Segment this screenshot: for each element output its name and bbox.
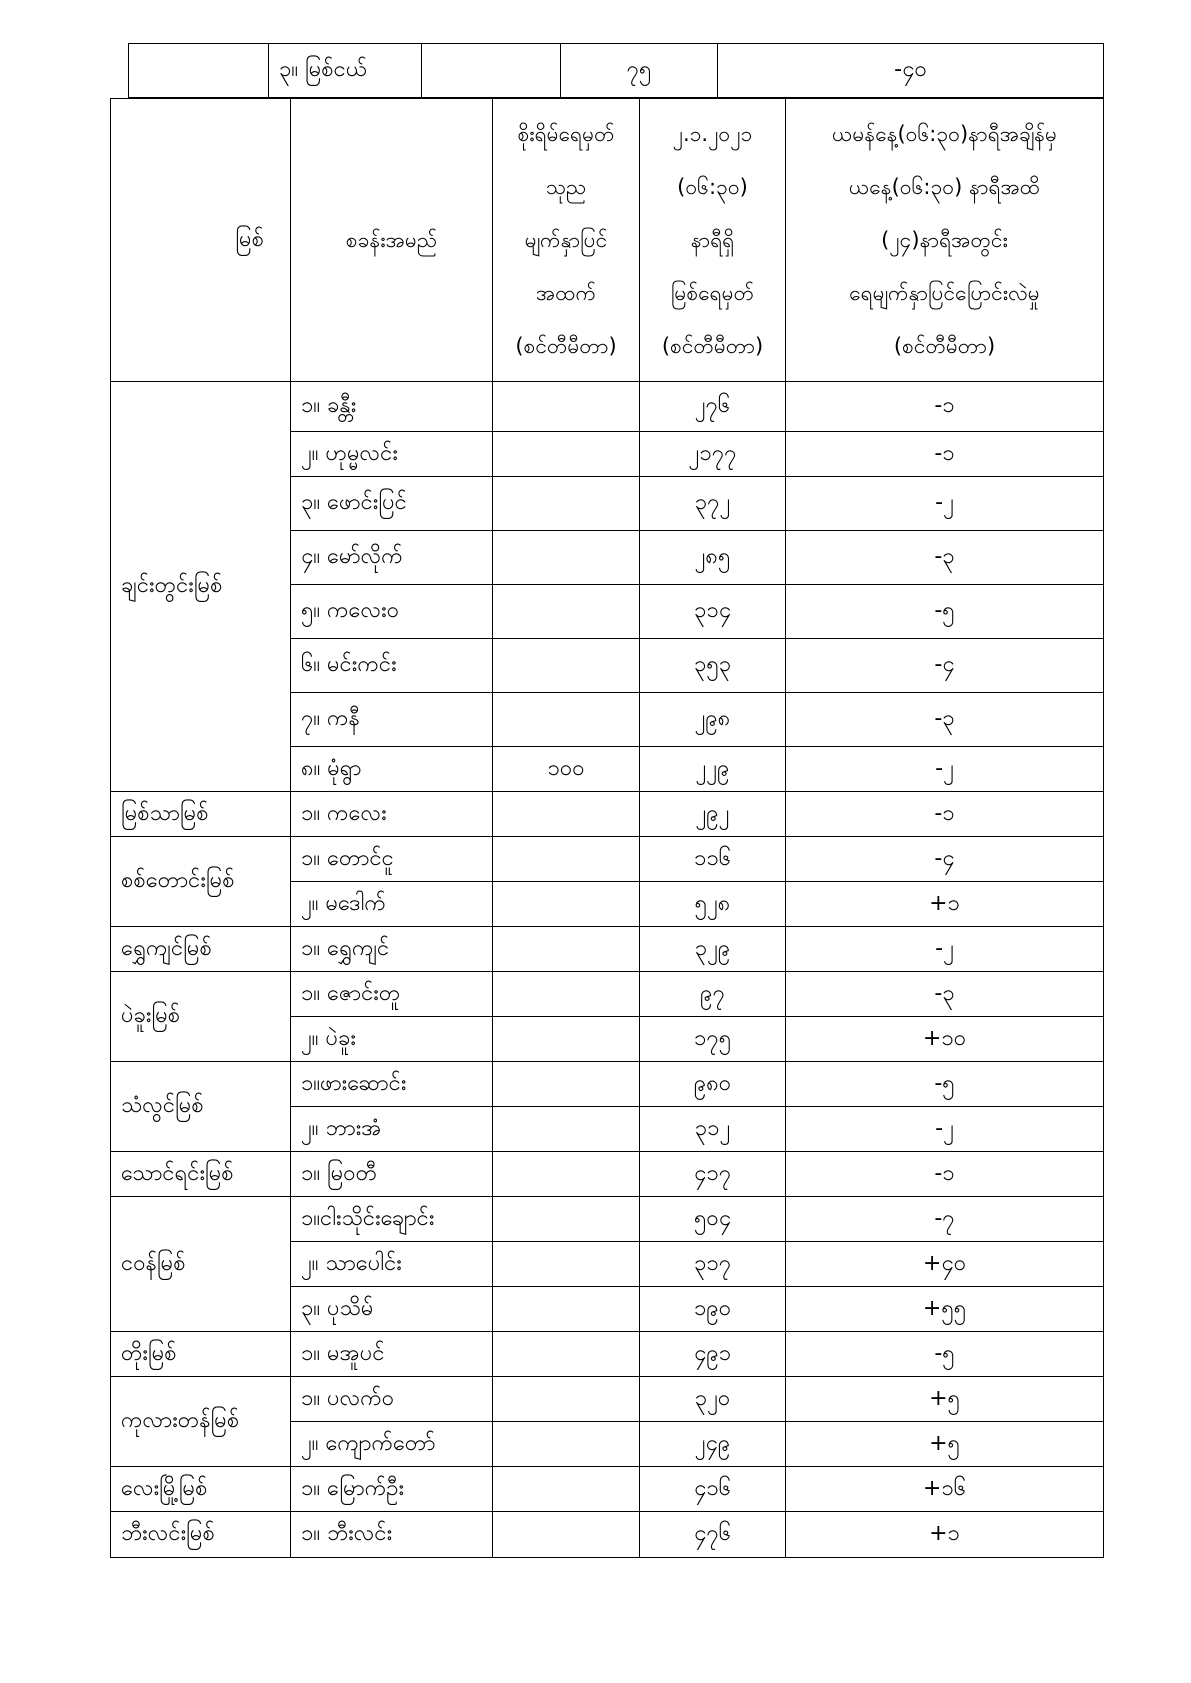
station-cell: ၃။ မြစ်ငယ်: [269, 44, 422, 98]
station-cell: ၁။ ပလက်ဝ: [291, 1377, 493, 1422]
change-cell: -၄: [786, 639, 1104, 693]
danger-cell: [493, 693, 640, 747]
river-name: ပဲခူးမြစ်: [111, 972, 291, 1062]
table-row: [111, 837, 1104, 882]
level-cell: ၇၅: [561, 44, 718, 98]
station-cell: ၇။ ကနီ: [291, 693, 493, 747]
danger-cell: [493, 1467, 640, 1512]
header-river: မြစ်: [111, 99, 291, 382]
change-cell: -၅: [786, 1332, 1104, 1377]
change-cell: -၁: [786, 432, 1104, 477]
danger-cell: [493, 1242, 640, 1287]
table-row: [111, 382, 1104, 432]
change-cell: -၃: [786, 693, 1104, 747]
station-cell: ၂။ ကျောက်တော်: [291, 1422, 493, 1467]
station-cell: ၆။ မင်းကင်း: [291, 639, 493, 693]
header-level: ၂.၁.၂၀၂၁ (၀၆:၃၀) နာရီရှိ မြစ်ရေမှတ် (စင်တီမီတာ): [640, 99, 786, 382]
level-cell: ၃၁၄: [640, 585, 786, 639]
change-cell: -၁: [786, 1152, 1104, 1197]
station-cell: ၁။ ဘီးလင်း: [291, 1512, 493, 1558]
change-cell: -၅: [786, 1062, 1104, 1107]
river-cell: [129, 44, 269, 98]
danger-cell: [422, 44, 561, 98]
change-cell: +၅: [786, 1422, 1104, 1467]
level-cell: ၂၇၆: [640, 382, 786, 432]
level-cell: ၅၂၈: [640, 882, 786, 927]
station-cell: ၁။ မြဝတီ: [291, 1152, 493, 1197]
river-name: သောင်ရင်းမြစ်: [111, 1152, 291, 1197]
header-change: ယမန်နေ့(၀၆:၃၀)နာရီအချိန်မှ ယနေ့(၀၆:၃၀) နာရီအထိ (၂၄)နာရီအတွင်း ရေမျက်နှာပြင်ပြောင်းလဲမှု (စင်တီမီတာ): [786, 99, 1104, 382]
station-cell: ၁။ ခန္တီး: [291, 382, 493, 432]
level-cell: ၃၁၇: [640, 1242, 786, 1287]
level-cell: ၃၂၉: [640, 927, 786, 972]
level-cell: ၂၁၇၇: [640, 432, 786, 477]
table-row: [111, 1332, 1104, 1377]
level-cell: ၂၉၈: [640, 693, 786, 747]
danger-cell: [493, 639, 640, 693]
change-cell: -၁: [786, 792, 1104, 837]
header-row: [111, 99, 1104, 382]
danger-cell: [493, 1287, 640, 1332]
table-row: [111, 927, 1104, 972]
station-cell: ၁။ဖားဆောင်း: [291, 1062, 493, 1107]
station-cell: ၃။ ပုသိမ်: [291, 1287, 493, 1332]
change-cell: -၄၀: [718, 44, 1104, 98]
river-level-table: [110, 98, 1104, 1558]
danger-cell: [493, 792, 640, 837]
danger-cell: [493, 477, 640, 531]
table-row: [111, 1197, 1104, 1242]
change-cell: +၁: [786, 1512, 1104, 1558]
level-cell: ၉၈၀: [640, 1062, 786, 1107]
table-row: [111, 972, 1104, 1017]
table-row: [111, 1062, 1104, 1107]
level-cell: ၄၁၇: [640, 1152, 786, 1197]
station-cell: ၁။ ရွှေကျင်: [291, 927, 493, 972]
table-row: [111, 1467, 1104, 1512]
river-name: သံလွင်မြစ်: [111, 1062, 291, 1152]
river-name: ငဝန်မြစ်: [111, 1197, 291, 1332]
level-cell: ၁၉၀: [640, 1287, 786, 1332]
danger-cell: [493, 382, 640, 432]
station-cell: ၂။ ဘားအံ: [291, 1107, 493, 1152]
danger-cell: [493, 882, 640, 927]
change-cell: -၂: [786, 747, 1104, 792]
change-cell: +၁၆: [786, 1467, 1104, 1512]
station-cell: ၁။ ဇောင်းတူ: [291, 972, 493, 1017]
change-cell: -၁: [786, 382, 1104, 432]
station-cell: ၁။ မြောက်ဦး: [291, 1467, 493, 1512]
change-cell: -၂: [786, 477, 1104, 531]
danger-cell: [493, 1152, 640, 1197]
table-row: [129, 44, 1104, 98]
station-cell: ၈။ မုံရွာ: [291, 747, 493, 792]
level-cell: ၂၈၅: [640, 531, 786, 585]
level-cell: ၁၇၅: [640, 1017, 786, 1062]
danger-cell: [493, 1512, 640, 1558]
danger-cell: [493, 1377, 640, 1422]
level-cell: ၂၂၉: [640, 747, 786, 792]
station-cell: ၂။ ပဲခူး: [291, 1017, 493, 1062]
danger-cell: [493, 1332, 640, 1377]
change-cell: +၅၅: [786, 1287, 1104, 1332]
change-cell: +၁၀: [786, 1017, 1104, 1062]
change-cell: -၃: [786, 972, 1104, 1017]
level-cell: ၃၇၂: [640, 477, 786, 531]
change-cell: -၄: [786, 837, 1104, 882]
change-cell: -၃: [786, 531, 1104, 585]
station-cell: ၄။ မော်လိုက်: [291, 531, 493, 585]
danger-cell: [493, 1422, 640, 1467]
river-name: စစ်တောင်းမြစ်: [111, 837, 291, 927]
level-cell: ၄၉၁: [640, 1332, 786, 1377]
level-cell: ၉၇: [640, 972, 786, 1017]
station-cell: ၅။ ကလေးဝ: [291, 585, 493, 639]
table-row: [111, 1377, 1104, 1422]
level-cell: ၄၁၆: [640, 1467, 786, 1512]
table-row: [111, 1512, 1104, 1558]
danger-cell: [493, 972, 640, 1017]
level-cell: ၃၁၂: [640, 1107, 786, 1152]
danger-cell: [493, 1197, 640, 1242]
river-name: ကုလားတန်မြစ်: [111, 1377, 291, 1467]
table-row: [111, 792, 1104, 837]
continuation-table: [128, 43, 1104, 98]
change-cell: -၇: [786, 1197, 1104, 1242]
danger-cell: [493, 1017, 640, 1062]
change-cell: +၅: [786, 1377, 1104, 1422]
river-name: လေးမြို့မြစ်: [111, 1467, 291, 1512]
change-cell: +၄၀: [786, 1242, 1104, 1287]
change-cell: -၂: [786, 1107, 1104, 1152]
danger-cell: [493, 531, 640, 585]
danger-cell: [493, 1062, 640, 1107]
station-cell: ၂။ ဟုမ္မလင်း: [291, 432, 493, 477]
danger-cell: ၁၀၀: [493, 747, 640, 792]
river-name: တိုးမြစ်: [111, 1332, 291, 1377]
change-cell: -၂: [786, 927, 1104, 972]
danger-cell: [493, 585, 640, 639]
table-row: [111, 1152, 1104, 1197]
river-name: မြစ်သာမြစ်: [111, 792, 291, 837]
station-cell: ၁။ငါးသိုင်းချောင်း: [291, 1197, 493, 1242]
station-cell: ၁။ မအူပင်: [291, 1332, 493, 1377]
level-cell: ၂၄၉: [640, 1422, 786, 1467]
change-cell: -၅: [786, 585, 1104, 639]
danger-cell: [493, 927, 640, 972]
level-cell: ၃၂၀: [640, 1377, 786, 1422]
river-name: ချင်းတွင်းမြစ်: [111, 382, 291, 792]
level-cell: ၃၅၃: [640, 639, 786, 693]
level-cell: ၅၀၄: [640, 1197, 786, 1242]
danger-cell: [493, 837, 640, 882]
station-cell: ၂။ သာပေါင်း: [291, 1242, 493, 1287]
station-cell: ၁။ ကလေး: [291, 792, 493, 837]
level-cell: ၂၉၂: [640, 792, 786, 837]
header-station: စခန်းအမည်: [291, 99, 493, 382]
river-name: ဘီးလင်းမြစ်: [111, 1512, 291, 1558]
level-cell: ၄၇၆: [640, 1512, 786, 1558]
danger-cell: [493, 1107, 640, 1152]
change-cell: +၁: [786, 882, 1104, 927]
level-cell: ၁၁၆: [640, 837, 786, 882]
danger-cell: [493, 432, 640, 477]
river-name: ရွှေကျင်မြစ်: [111, 927, 291, 972]
station-cell: ၁။ တောင်ငူ: [291, 837, 493, 882]
header-danger: စိုးရိမ်ရေမှတ် သုည မျက်နှာပြင် အထက် (စင်တီမီတာ): [493, 99, 640, 382]
station-cell: ၂။ မဒေါက်: [291, 882, 493, 927]
station-cell: ၃။ ဖောင်းပြင်: [291, 477, 493, 531]
